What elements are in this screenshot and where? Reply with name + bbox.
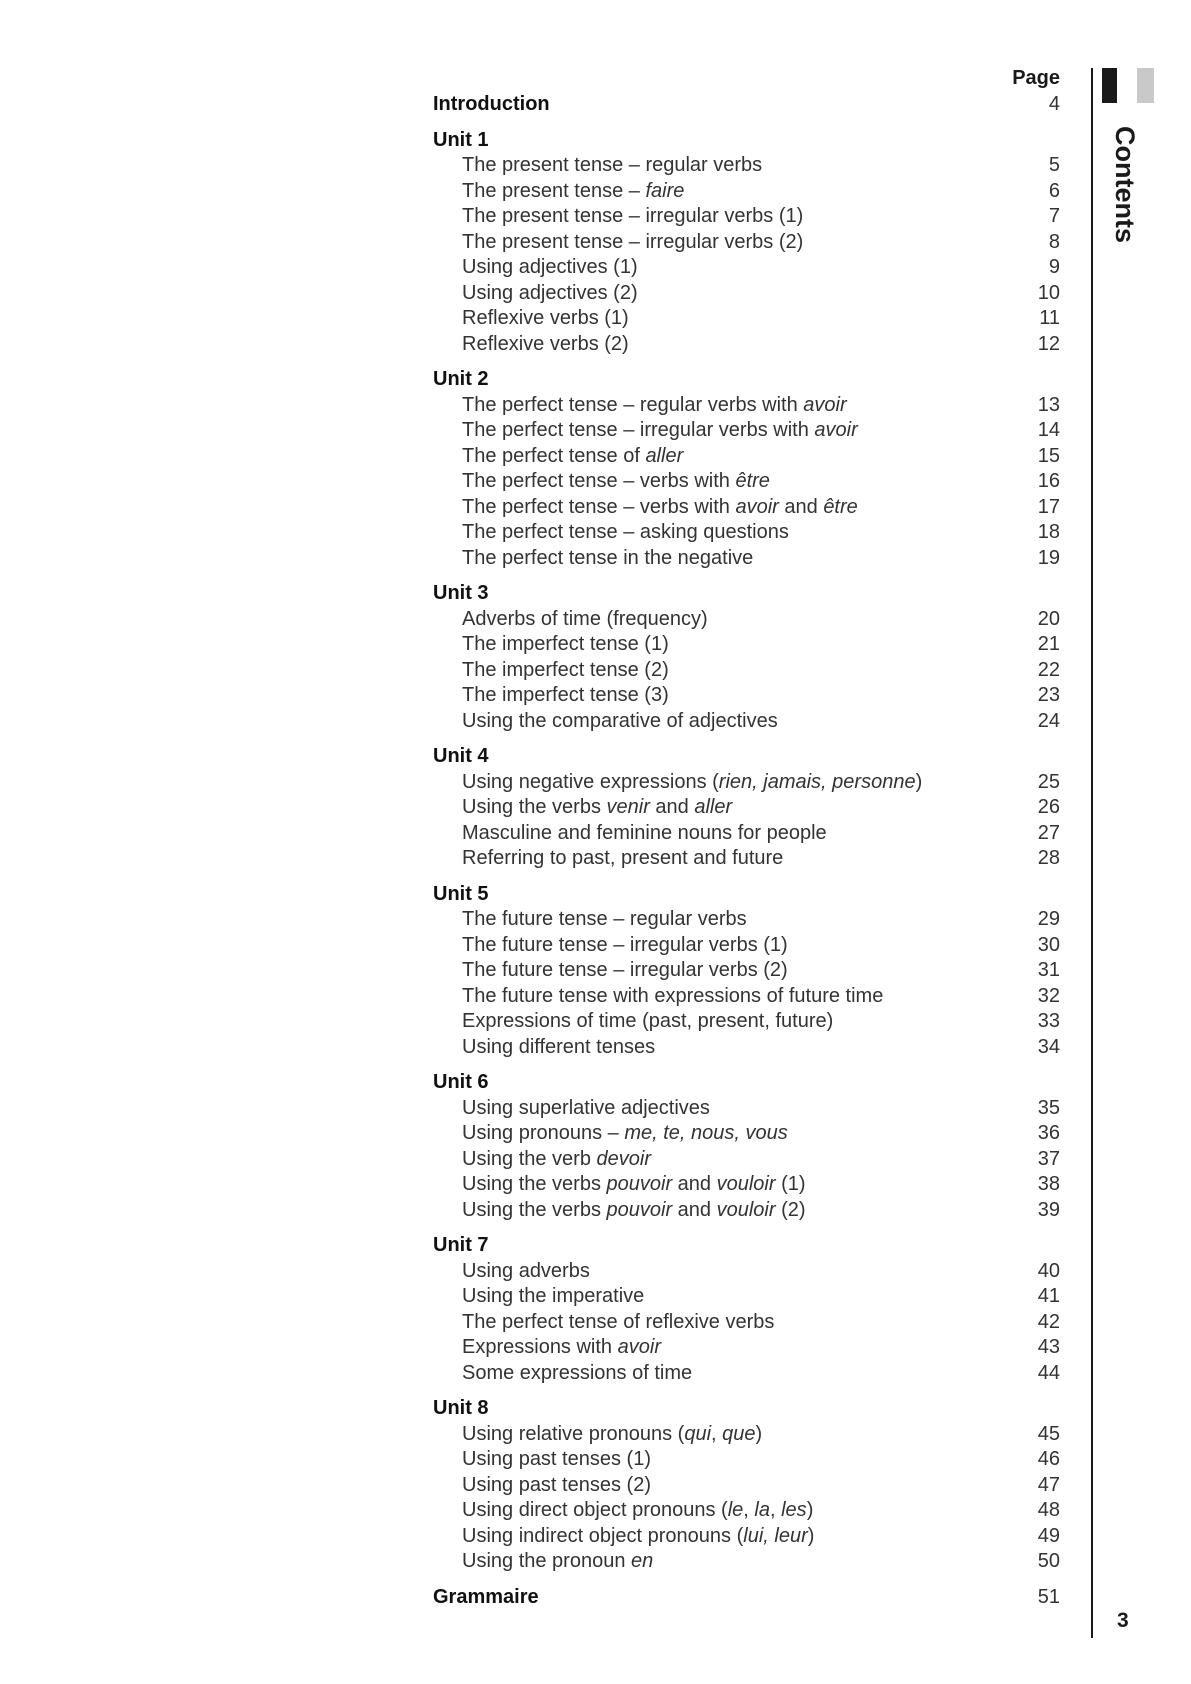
entry-title-text: The perfect tense – verbs with	[462, 495, 736, 518]
entry-title	[462, 1473, 651, 1499]
entry-title	[462, 179, 684, 205]
entry-title	[462, 1121, 788, 1147]
toc-entry	[433, 821, 1060, 847]
entry-title	[462, 1259, 590, 1285]
toc-entry	[433, 933, 1060, 959]
entry-title-text: and	[649, 796, 695, 818]
entry-title-italic: me, te, nous, vous	[624, 1122, 788, 1144]
entry-page-number: 37	[1037, 1147, 1060, 1170]
entry-title-text: Using different tenses	[462, 1035, 656, 1058]
entry-title-text: Reflexive verbs (2)	[462, 332, 629, 355]
entry-page-number: 10	[1037, 281, 1060, 304]
entry-title-italic: rien, jamais, personne	[718, 770, 916, 793]
entry-title	[462, 520, 789, 546]
entry-title-text: The future tense – irregular verbs (2)	[462, 959, 788, 981]
entry-title	[462, 795, 732, 821]
entry-title-text: The imperfect tense (3)	[462, 684, 669, 706]
entry-title-text: Using negative expressions (	[462, 770, 719, 793]
page-column-label: Page	[1012, 67, 1060, 89]
entry-title-italic: devoir	[596, 1147, 651, 1170]
entry-page-number: 39	[1037, 1198, 1060, 1221]
toc-entry	[433, 632, 1060, 658]
toc-entry	[433, 1035, 1060, 1061]
toc-entry	[433, 1198, 1060, 1224]
toc-entry	[433, 255, 1060, 281]
entry-page-number: 51	[1037, 1585, 1060, 1608]
entry-page-number: 45	[1037, 1422, 1060, 1445]
entry-title-text: The imperfect tense (2)	[462, 658, 669, 681]
entry-title	[462, 933, 788, 959]
entry-page-number: 32	[1037, 984, 1060, 1007]
entry-title	[462, 306, 629, 332]
entry-title-text: The present tense – regular verbs	[462, 154, 763, 176]
unit-title: Unit 8	[433, 1397, 489, 1419]
entry-title-text: Using adjectives (1)	[462, 256, 638, 278]
side-title	[1110, 126, 1140, 266]
toc-entry	[433, 1009, 1060, 1035]
entry-title	[462, 607, 708, 633]
unit-title: Unit 3	[433, 582, 489, 604]
entry-title	[462, 1422, 762, 1448]
entry-title	[462, 770, 922, 796]
entry-title	[462, 907, 747, 933]
unit-heading	[433, 1233, 1060, 1259]
entry-title-italic: être	[823, 495, 858, 518]
entry-title	[462, 393, 847, 419]
toc-entry	[433, 153, 1060, 179]
toc-entry	[433, 1447, 1060, 1473]
entry-page-number: 19	[1037, 546, 1060, 569]
entry-title-italic: aller	[694, 796, 733, 818]
toc-entry	[433, 469, 1060, 495]
entry-title-italic: le	[727, 1499, 744, 1521]
toc-entry	[433, 607, 1060, 633]
entry-title	[462, 709, 778, 735]
entry-title-text: The future tense – irregular verbs (1)	[462, 933, 788, 956]
entry-title-text: Using past tenses (1)	[462, 1448, 651, 1470]
entry-title-text: Using the imperative	[462, 1285, 645, 1307]
toc-entry	[433, 1310, 1060, 1336]
unit-section	[433, 882, 1060, 1061]
entry-page-number: 44	[1037, 1361, 1060, 1384]
entry-title-italic: être	[735, 470, 770, 492]
entry-title-italic: avoir	[814, 419, 858, 441]
entry-page-number: 16	[1037, 470, 1060, 492]
toc-entry	[433, 179, 1060, 205]
entry-title	[462, 495, 858, 521]
entry-title-text: Reflexive verbs (1)	[462, 307, 629, 329]
entry-title-text: )	[915, 770, 923, 793]
entry-title	[462, 632, 669, 658]
entry-page-number: 35	[1037, 1096, 1060, 1119]
entry-title-text: Expressions with	[462, 1336, 618, 1358]
toc-entry	[433, 846, 1060, 872]
entry-page-number: 42	[1037, 1310, 1060, 1333]
unit-section	[433, 128, 1060, 358]
entry-title	[462, 469, 770, 495]
unit-heading	[433, 1396, 1060, 1422]
entry-title	[462, 658, 669, 684]
toc-entry	[433, 332, 1060, 358]
entry-title-italic: venir	[606, 796, 650, 818]
entry-title	[462, 1524, 814, 1550]
unit-list	[433, 128, 1060, 1575]
unit-title: Unit 2	[433, 368, 489, 390]
toc-entry	[433, 795, 1060, 821]
unit-section	[433, 1396, 1060, 1575]
page-number: 3	[1117, 1609, 1129, 1632]
entry-title-text: The perfect tense – verbs with	[462, 470, 736, 492]
entry-page-number: 24	[1037, 709, 1060, 732]
unit-heading	[433, 882, 1060, 908]
toc-entry	[433, 204, 1060, 230]
entry-title	[462, 230, 803, 256]
entry-title-text: Using adjectives (2)	[462, 281, 638, 304]
unit-title: Unit 1	[433, 128, 489, 151]
entry-title-text: The perfect tense – asking questions	[462, 521, 789, 543]
entry-page-number: 21	[1037, 633, 1060, 655]
toc-entry-introduction	[433, 92, 1060, 118]
unit-title: Unit 6	[433, 1071, 489, 1093]
toc-entry	[433, 393, 1060, 419]
toc-entry	[433, 1361, 1060, 1387]
entry-title-text: Using the pronoun	[462, 1550, 632, 1572]
entry-page-number: 33	[1037, 1010, 1060, 1032]
entry-title-text: (1)	[775, 1173, 806, 1195]
entry-title-text: Referring to past, present and future	[462, 847, 784, 869]
entry-title-text: Using the verb	[462, 1147, 597, 1170]
entry-title-italic: la	[754, 1499, 770, 1521]
entry-title	[462, 1335, 661, 1361]
entry-title	[462, 1284, 644, 1310]
entry-page-number: 34	[1037, 1035, 1060, 1058]
toc-entry	[433, 1259, 1060, 1285]
entry-page-number: 30	[1037, 933, 1060, 956]
entry-title-text: Using past tenses (2)	[462, 1473, 651, 1496]
entry-page-number: 8	[1048, 230, 1060, 253]
entry-page-number: 28	[1037, 847, 1060, 869]
toc-entry	[433, 1147, 1060, 1173]
toc-entry	[433, 306, 1060, 332]
unit-title: Unit 5	[433, 882, 489, 905]
entry-title	[462, 1198, 806, 1224]
unit-section	[433, 1070, 1060, 1223]
entry-title-italic: vouloir	[716, 1198, 776, 1221]
entry-title: Introduction	[433, 93, 550, 115]
toc-entry	[433, 907, 1060, 933]
entry-title: Grammaire	[433, 1585, 539, 1608]
entry-page-number: 13	[1037, 393, 1060, 416]
entry-title-text: The present tense – irregular verbs (1)	[462, 205, 804, 227]
entry-title-italic: avoir	[617, 1336, 661, 1358]
entry-title	[462, 846, 783, 872]
entry-title	[462, 1498, 813, 1524]
entry-title-text: The future tense with expressions of future time	[462, 984, 884, 1007]
entry-title	[462, 1310, 774, 1336]
entry-title-text: Masculine and feminine nouns for people	[462, 821, 827, 844]
entry-page-number: 20	[1037, 607, 1060, 630]
entry-page-number: 15	[1037, 444, 1060, 467]
unit-title: Unit 4	[433, 745, 489, 767]
entry-title-text: The present tense –	[462, 179, 646, 202]
entry-title-italic: pouvoir	[606, 1198, 673, 1221]
entry-title-text: The present tense – irregular verbs (2)	[462, 230, 804, 253]
toc-entry	[433, 1284, 1060, 1310]
toc-entry	[433, 230, 1060, 256]
entry-title-italic: avoir	[803, 393, 847, 416]
entry-title	[462, 418, 858, 444]
entry-page-number: 7	[1048, 205, 1060, 227]
entry-title	[462, 1172, 806, 1198]
toc-entry	[433, 1549, 1060, 1575]
entry-title-text: and	[672, 1173, 717, 1195]
toc-entry	[433, 1172, 1060, 1198]
entry-title-text: The perfect tense – regular verbs with	[462, 393, 804, 416]
toc-entry	[433, 1524, 1060, 1550]
entry-title-italic: les	[781, 1499, 807, 1521]
entry-title-text: Using the verbs	[462, 1198, 607, 1221]
entry-page-number: 5	[1048, 154, 1060, 176]
entry-title	[462, 1035, 655, 1061]
toc-entry	[433, 495, 1060, 521]
entry-page-number: 11	[1039, 307, 1060, 329]
toc-entry	[433, 1335, 1060, 1361]
unit-heading	[433, 581, 1060, 607]
entry-title-italic: qui	[684, 1422, 712, 1445]
entry-page-number: 48	[1037, 1499, 1060, 1521]
entry-title-italic: pouvoir	[606, 1173, 673, 1195]
entry-title-text: Using relative pronouns (	[462, 1422, 685, 1445]
unit-heading	[433, 367, 1060, 393]
unit-title: Unit 7	[433, 1234, 489, 1256]
entry-title-text: ,	[769, 1499, 782, 1521]
entry-title-text: The perfect tense of	[462, 444, 646, 467]
toc-entry	[433, 958, 1060, 984]
entry-page-number: 36	[1037, 1122, 1060, 1144]
entry-page-number: 9	[1048, 256, 1060, 278]
entry-title-italic: faire	[645, 179, 685, 202]
entry-title-text: )	[807, 1524, 815, 1547]
section-tab-light	[1137, 68, 1154, 103]
entry-title-text: The imperfect tense (1)	[462, 633, 669, 655]
entry-title-text: Using superlative adjectives	[462, 1096, 710, 1119]
entry-page-number: 27	[1037, 821, 1060, 844]
toc-entry	[433, 546, 1060, 572]
toc-entry	[433, 683, 1060, 709]
entry-title-italic: lui, leur	[743, 1524, 808, 1547]
entry-title-text: The perfect tense – irregular verbs with	[462, 419, 815, 441]
entry-title	[462, 1447, 651, 1473]
entry-title	[462, 1096, 710, 1122]
entry-title	[462, 1361, 692, 1387]
entry-title-text: and	[778, 495, 824, 518]
unit-section	[433, 367, 1060, 571]
entry-title-italic: vouloir	[716, 1173, 776, 1195]
entry-title-text: The perfect tense in the negative	[462, 546, 754, 569]
entry-title	[462, 1009, 833, 1035]
entry-title-text: Using indirect object pronouns (	[462, 1524, 744, 1547]
entry-title-text: Using direct object pronouns (	[462, 1499, 728, 1521]
entry-page-number: 41	[1037, 1285, 1060, 1307]
toc-entry	[433, 709, 1060, 735]
entry-title-text: The future tense – regular verbs	[462, 908, 747, 930]
entry-title-text: (2)	[775, 1198, 806, 1221]
entry-page-number: 40	[1037, 1259, 1060, 1282]
entry-page-number: 6	[1048, 179, 1060, 202]
entry-title	[462, 255, 638, 281]
toc-entry-grammaire	[433, 1585, 1060, 1611]
entry-title	[462, 683, 669, 709]
entry-title	[462, 1549, 653, 1575]
vertical-divider	[1091, 68, 1093, 1638]
entry-title	[462, 444, 683, 470]
toc-entry	[433, 418, 1060, 444]
entry-page-number: 14	[1037, 419, 1060, 441]
entry-title	[462, 546, 753, 572]
toc-entry	[433, 984, 1060, 1010]
entry-page-number: 4	[1048, 93, 1060, 115]
entry-page-number: 29	[1037, 908, 1060, 930]
entry-page-number: 17	[1037, 495, 1060, 518]
entry-page-number: 47	[1037, 1473, 1060, 1496]
entry-title-italic: que	[722, 1422, 756, 1445]
entry-page-number: 43	[1037, 1336, 1060, 1358]
entry-title-italic: avoir	[735, 495, 779, 518]
toc-entry	[433, 1473, 1060, 1499]
entry-title-text: )	[755, 1422, 763, 1445]
side-title-text: Contents	[1110, 126, 1140, 243]
unit-section	[433, 581, 1060, 734]
entry-page-number: 31	[1037, 959, 1060, 981]
entry-title-text: Expressions of time (past, present, future)	[462, 1010, 834, 1032]
entry-title-text: Using the comparative of adjectives	[462, 709, 778, 732]
entry-title-text: ,	[743, 1499, 755, 1521]
entry-title-italic: aller	[645, 444, 684, 467]
entry-title	[462, 821, 827, 847]
toc-entry	[433, 1096, 1060, 1122]
toc-entry	[433, 281, 1060, 307]
toc-entry	[433, 658, 1060, 684]
entry-page-number: 23	[1037, 684, 1060, 706]
entry-title	[462, 958, 788, 984]
entry-title-text: Using the verbs	[462, 796, 607, 818]
toc-entry	[433, 520, 1060, 546]
entry-title	[462, 204, 803, 230]
entry-page-number: 25	[1037, 770, 1060, 793]
toc-entry	[433, 1121, 1060, 1147]
unit-section	[433, 744, 1060, 872]
unit-heading	[433, 1070, 1060, 1096]
entry-title-text: Some expressions of time	[462, 1361, 693, 1384]
entry-page-number: 22	[1037, 658, 1060, 681]
unit-section	[433, 1233, 1060, 1386]
entry-page-number: 50	[1037, 1550, 1060, 1572]
page-column-header	[433, 60, 1060, 90]
toc-entry	[433, 1498, 1060, 1524]
section-tab-dark	[1102, 68, 1117, 103]
entry-title-text: ,	[711, 1422, 723, 1445]
unit-heading	[433, 128, 1060, 154]
entry-page-number: 12	[1037, 332, 1060, 355]
entry-title	[462, 281, 638, 307]
entry-title-italic: en	[631, 1550, 654, 1572]
entry-title-text: )	[806, 1499, 814, 1521]
entry-title	[462, 1147, 651, 1173]
entry-page-number: 26	[1037, 796, 1060, 818]
entry-title	[462, 984, 883, 1010]
entry-title-text: The perfect tense of reflexive verbs	[462, 1310, 775, 1333]
entry-title	[462, 153, 762, 179]
entry-title	[462, 332, 629, 358]
toc-entry	[433, 1422, 1060, 1448]
entry-title-text: and	[672, 1198, 717, 1221]
entry-title-text: Using the verbs	[462, 1173, 607, 1195]
entry-page-number: 38	[1037, 1173, 1060, 1195]
entry-title-text: Adverbs of time (frequency)	[462, 607, 708, 630]
toc-entry	[433, 770, 1060, 796]
entry-page-number: 49	[1037, 1524, 1060, 1547]
table-of-contents	[433, 60, 1060, 1610]
unit-heading	[433, 744, 1060, 770]
entry-title-text: Using pronouns –	[462, 1122, 625, 1144]
entry-page-number: 46	[1037, 1448, 1060, 1470]
entry-title-text: Using adverbs	[462, 1259, 590, 1282]
toc-entry	[433, 444, 1060, 470]
entry-page-number: 18	[1037, 521, 1060, 543]
